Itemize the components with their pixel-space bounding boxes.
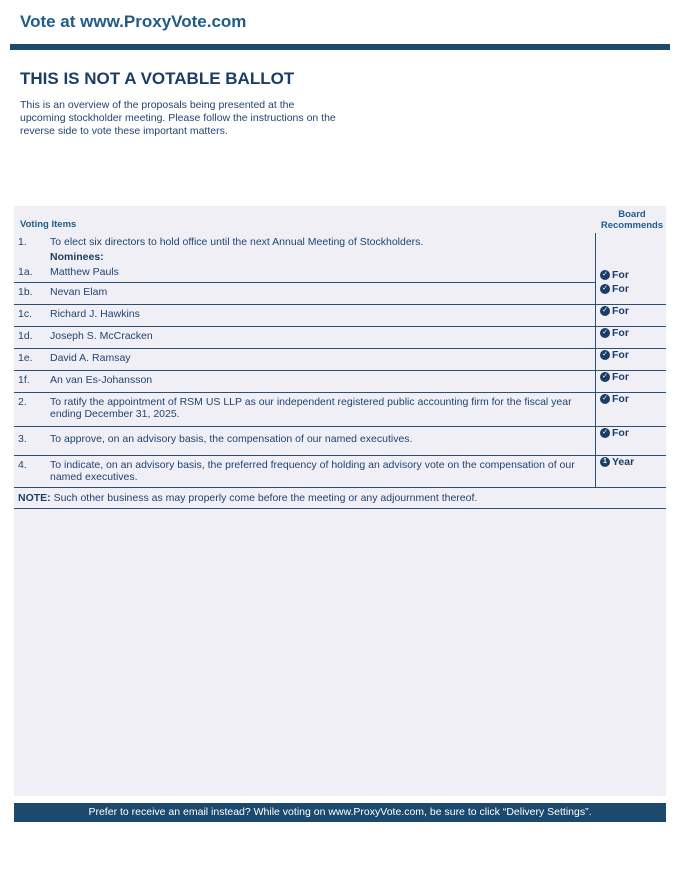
board-header-line1: Board [618, 209, 646, 220]
recommendation [600, 456, 666, 468]
recommendation-value: For [612, 305, 629, 317]
recommendation [600, 305, 666, 317]
recommendation-cell [596, 305, 667, 327]
proposal-row [14, 233, 666, 263]
item-number: 2. [14, 393, 50, 427]
recommendation-cell [596, 427, 667, 456]
item-number: 1b. [14, 283, 50, 305]
column-header-voting-items: Voting Items [20, 219, 77, 230]
one-icon: 1 [600, 457, 610, 467]
voting-items-table [14, 233, 666, 509]
intro-text: This is an overview of the proposals being presented at the upcoming stockholder meeting. Please follow the instructions on the reverse side to vote these important matters. [20, 99, 336, 137]
nominee-name: An van Es-Johansson [50, 371, 596, 393]
item-description [50, 233, 596, 263]
recommendation-value: For [612, 427, 629, 439]
note-body: Such other business as may properly come before the meeting or any adjournment thereof. [50, 492, 478, 504]
recommendation [600, 371, 666, 383]
recommendation-value: For [612, 393, 629, 405]
item-number: 1d. [14, 327, 50, 349]
recommendation [600, 327, 666, 339]
column-header-board-recommends [600, 209, 664, 231]
header-divider [10, 44, 670, 50]
recommendation-value: Year [612, 456, 635, 468]
check-icon: ✓ [600, 372, 610, 382]
nominee-name: Richard J. Hawkins [50, 305, 596, 327]
recommendation [600, 427, 666, 439]
recommendation-cell [596, 349, 667, 371]
item-number: 1a. [14, 263, 50, 283]
nominee-name: Matthew Pauls [50, 263, 596, 283]
item-number: 1c. [14, 305, 50, 327]
recommendation [600, 349, 666, 361]
item-number: 4. [14, 456, 50, 488]
proposal-row [14, 456, 666, 488]
note-label: NOTE: [18, 492, 51, 504]
check-icon: ✓ [600, 306, 610, 316]
page-title: THIS IS NOT A VOTABLE BALLOT [20, 69, 295, 88]
proposal-text: To approve, on an advisory basis, the compensation of our named executives. [50, 427, 596, 456]
check-icon: ✓ [600, 270, 610, 280]
proposal-text: To elect six directors to hold office until the next Annual Meeting of Stockholders. [50, 236, 424, 248]
recommendation-cell [596, 327, 667, 349]
nominee-name: Nevan Elam [50, 283, 596, 305]
note-row [14, 488, 666, 509]
check-icon: ✓ [600, 328, 610, 338]
recommendation-value: For [612, 268, 629, 281]
check-icon: ✓ [600, 428, 610, 438]
footer-banner: Prefer to receive an email instead? While voting on www.ProxyVote.com, be sure to click “Delivery Settings”. [14, 803, 666, 822]
recommendation-value: For [612, 282, 629, 295]
proposal-row [14, 427, 666, 456]
note-text [14, 488, 666, 509]
recommendation-cell [596, 456, 667, 488]
item-number: 3. [14, 427, 50, 456]
nominee-row [14, 305, 666, 327]
nominee-row [14, 371, 666, 393]
item-number: 1. [18, 236, 27, 248]
proposal-row [14, 393, 666, 427]
proposal-text: To ratify the appointment of RSM US LLP as our independent registered public accounting firm for the fiscal year ending December 31, 2025. [50, 393, 596, 427]
recommendation-cell [596, 371, 667, 393]
check-icon: ✓ [600, 394, 610, 404]
recommendation-value: For [612, 327, 629, 339]
recommendation-cell [596, 233, 667, 283]
site-link[interactable]: Vote at www.ProxyVote.com [20, 12, 247, 31]
board-header-line2: Recommends [600, 220, 664, 231]
recommendation [600, 393, 666, 405]
nominee-row [14, 349, 666, 371]
check-icon: ✓ [600, 350, 610, 360]
proposal-text: To indicate, on an advisory basis, the preferred frequency of holding an advisory vote on the compensation of our named executives. [50, 456, 596, 488]
nominee-row [14, 283, 666, 305]
nominee-row [14, 327, 666, 349]
recommendation [600, 269, 666, 281]
recommendation-cell [596, 393, 667, 427]
recommendation-value: For [612, 349, 629, 361]
item-number: 1e. [14, 349, 50, 371]
check-icon: ✓ [600, 284, 610, 294]
nominee-name: David A. Ramsay [50, 349, 596, 371]
recommendation [600, 283, 666, 295]
page-header [0, 0, 680, 50]
recommendation-value: For [612, 371, 629, 383]
item-number: 1f. [14, 371, 50, 393]
nominee-row [14, 263, 666, 283]
recommendation-cell [596, 283, 667, 305]
nominee-name: Joseph S. McCracken [50, 327, 596, 349]
nominees-label: Nominees: [50, 251, 104, 263]
